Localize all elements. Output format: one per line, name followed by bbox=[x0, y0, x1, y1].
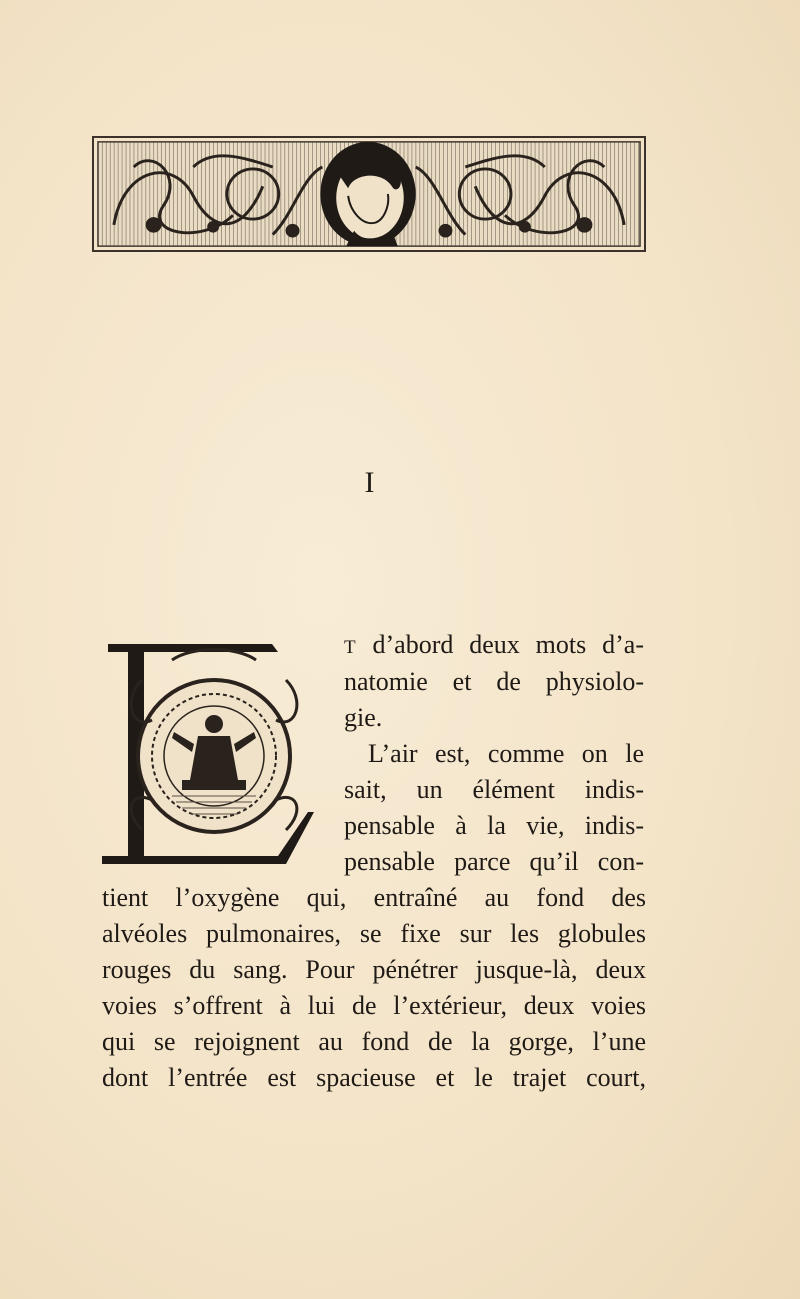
text-line: pensable à la vie, indis- bbox=[344, 811, 644, 840]
text-line: rouges du sang. Pour pénétrer jusque-là, deux bbox=[102, 955, 646, 984]
text-line: qui se rejoignent au fond de la gorge, l’une bbox=[102, 1027, 646, 1056]
first-line-cap: T bbox=[344, 637, 357, 658]
chapter-number: I bbox=[364, 466, 376, 499]
text-line: sait, un élément indis- bbox=[344, 775, 644, 804]
text-line: gie. bbox=[344, 703, 383, 732]
text-line: pensable parce qu’il con- bbox=[344, 847, 644, 876]
text-line: L’air est, comme on le bbox=[368, 739, 644, 768]
ornament-illustration bbox=[94, 138, 644, 250]
text-line: alvéoles pulmonaires, se fixe sur les globules bbox=[102, 919, 646, 948]
drop-cap-illustration bbox=[102, 640, 316, 864]
text-line bbox=[344, 627, 644, 666]
text-line: dont l’entrée est spacieuse et le trajet court, bbox=[102, 1063, 646, 1092]
text-line: tient l’oxygène qui, entraîné au fond des bbox=[102, 883, 646, 912]
text-line: voies s’offrent à lui de l’extérieur, deux voies bbox=[102, 991, 646, 1020]
text-line: natomie et de physiolo- bbox=[344, 667, 644, 696]
headpiece-ornament bbox=[92, 136, 646, 252]
drop-cap-ornament bbox=[102, 640, 316, 864]
first-line-text: d’abord deux mots d’a- bbox=[372, 630, 644, 659]
